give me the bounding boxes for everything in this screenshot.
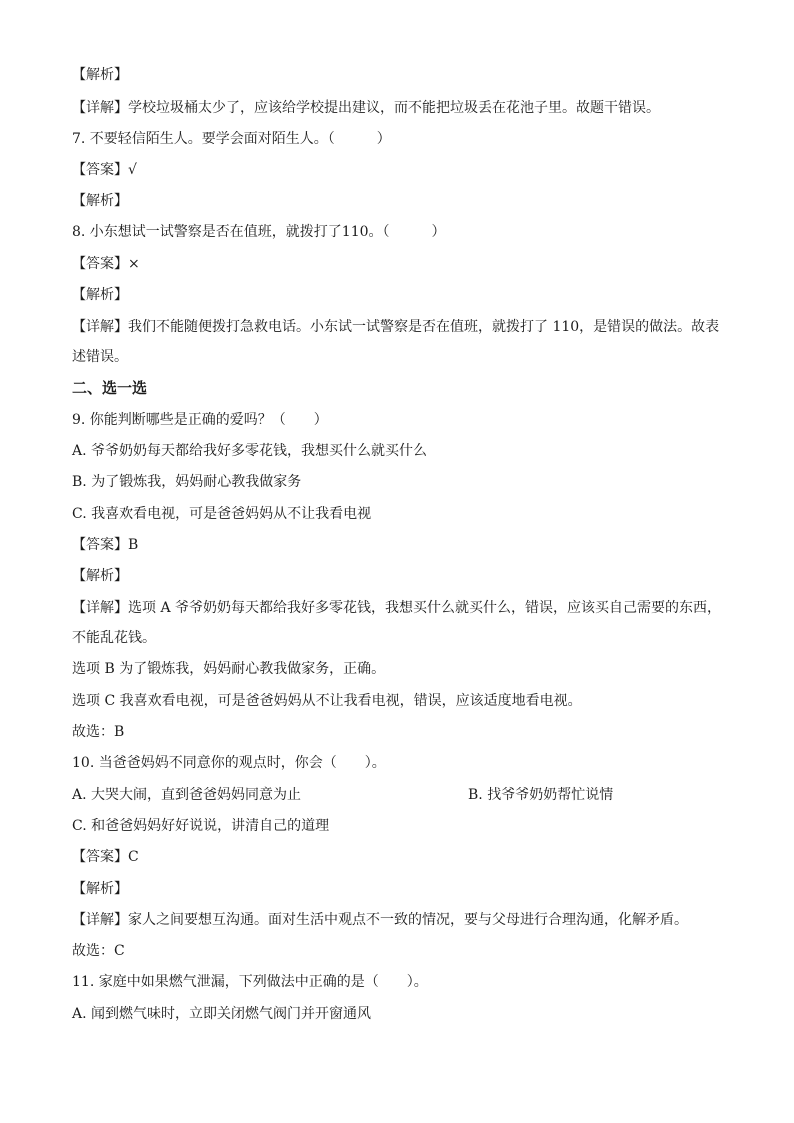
q8-analysis: 【解析】 [72,287,128,303]
q6-detail: 【详解】学校垃圾桶太少了，应该给学校提出建议，而不能把垃圾丢在花池子里。故题干错误。 [72,100,660,116]
q10-options-row [72,784,722,806]
section-title: 二、选一选 [72,379,148,397]
q9-option-c: C. 我喜欢看电视，可是爸爸妈妈从不让我看电视 [72,506,372,522]
q10-question: 10. 当爸爸妈妈不同意你的观点时，你会（ ）。 [72,755,386,771]
q7-analysis: 【解析】 [72,193,128,209]
q9-detail-line4: 选项 C 我喜欢看电视，可是爸爸妈妈从不让我看电视，错误，应该适度地看电视。 [72,693,582,709]
q10-option-a: A. 大哭大闹，直到爸爸妈妈同意为止 [72,787,302,803]
q9-question: 9. 你能判断哪些是正确的爱吗？（ ） [72,412,328,428]
q10-answer: 【答案】C [72,849,139,865]
q9-option-b: B. 为了锻炼我，妈妈耐心教我做家务 [72,474,302,490]
q11-question: 11. 家庭中如果燃气泄漏，下列做法中正确的是（ ）。 [72,974,428,990]
q7-answer: 【答案】√ [72,162,137,178]
q9-detail-line3: 选项 B 为了锻炼我，妈妈耐心教我做家务，正确。 [72,661,386,677]
q8-answer: 【答案】× [72,256,140,272]
q9-option-a: A. 爷爷奶奶每天都给我好多零花钱，我想买什么就买什么 [72,443,428,459]
q8-detail-line2: 述错误。 [72,349,128,365]
q10-option-b: B. 找爷爷奶奶帮忙说情 [468,787,614,803]
q9-analysis: 【解析】 [72,568,128,584]
q10-analysis: 【解析】 [72,881,128,897]
q7-question: 7. 不要轻信陌生人。要学会面对陌生人。（ ） [72,131,391,147]
q10-choice: 故选：C [72,943,125,959]
q9-detail-line1: 【详解】选项 A 爷爷奶奶每天都给我好多零花钱，我想买什么就买什么，错误，应该买自己需要的东西， [72,600,722,616]
q9-detail-line2: 不能乱花钱。 [72,630,156,646]
q9-choice: 故选：B [72,724,125,740]
q6-analysis: 【解析】 [72,67,128,83]
q11-option-a: A. 闻到燃气味时，立即关闭燃气阀门并开窗通风 [72,1006,372,1022]
q10-detail: 【详解】家人之间要想互沟通。面对生活中观点不一致的情况，要与父母进行合理沟通，化解矛盾。 [72,912,688,928]
q8-detail-line1: 【详解】我们不能随便拨打急救电话。小东试一试警察是否在值班，就拨打了 110，是错误的做法。故表 [72,319,720,335]
q10-option-c: C. 和爸爸妈妈好好说说，讲清自己的道理 [72,818,330,834]
q8-question: 8. 小东想试一试警察是否在值班，就拨打了110。（ ） [72,224,446,240]
q9-answer: 【答案】B [72,537,139,553]
